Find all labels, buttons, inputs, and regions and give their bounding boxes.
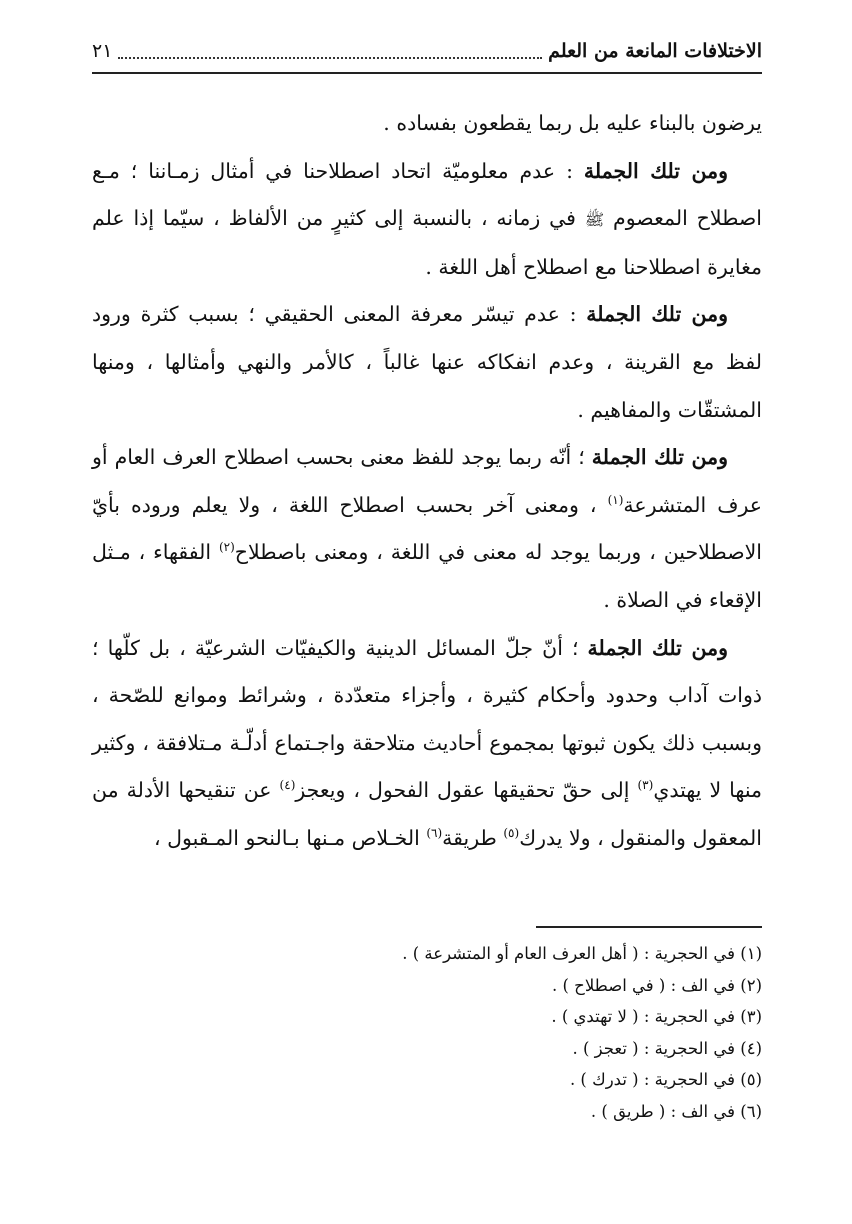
footnote-reference[interactable]: (٢) <box>218 540 235 555</box>
paragraph-text: إلى حقّ تحقيقها عقول الفحول ، ويعجز <box>295 778 638 803</box>
paragraph-lead: ومن تلك الجملة <box>587 635 728 660</box>
paragraph <box>92 148 762 292</box>
paragraph-text: : عدم معلوميّة اتحاد اصطلاحنا في أمثال زمـاننا ؛ مـع اصطلاح المعصوم <box>92 158 762 231</box>
footnotes <box>92 938 762 1127</box>
paragraph-text: : عدم تيسّر معرفة المعنى الحقيقي ؛ بسبب كثرة ورود لفظ مع القرينة ، وعدم انفكاكه عنها غالباً ، كالأمر والنهي وأمثالها ، ومنها المشتقّات والمفاهيم . <box>92 302 762 422</box>
paragraph <box>92 434 762 624</box>
footnote: (٣) في الحجرية : ( لا تهتدي ) . <box>551 1007 762 1026</box>
paragraph-lead: ومن تلك الجملة <box>591 445 728 470</box>
paragraph-text: يرضون بالبناء عليه بل ربما يقطعون بفساده . <box>383 111 762 135</box>
footnote-reference[interactable]: (٦) <box>426 826 443 841</box>
paragraph-text: ؛ أنّ جلّ المسائل الدينية والكيفيّات الشرعيّة ، بل كلّها ؛ ذوات آداب وحدود وأحكام كثيرة ، وأجزاء متعدّدة ، وشرائط وموانع للصّحة ، وبسبب ذلك يكون ثبوتها بمجموع أحاديث متلاحقة واجـتماع أدلّـة مـتلافقة ، وكثير منها لا يهتدي <box>92 635 763 803</box>
footnote: (٥) في الحجرية : ( تدرك ) . <box>569 1070 762 1089</box>
paragraph-lead: ومن تلك الجملة <box>586 302 728 327</box>
footnote-reference[interactable]: (٤) <box>279 778 296 793</box>
footnote: (٦) في الف : ( طريق ) . <box>590 1101 762 1121</box>
paragraph <box>92 625 762 863</box>
footnote: (٤) في الحجرية : ( تعجز ) . <box>572 1038 762 1058</box>
footnote: (٢) في الف : ( في اصطلاح ) . <box>552 975 762 995</box>
footnote-reference[interactable]: (٥) <box>503 826 520 841</box>
header-leader-dots <box>118 43 542 59</box>
footnote-separator <box>536 926 762 928</box>
paragraph-text: ، ومعنى آخر بحسب اصطلاح اللغة ، ولا يعلم وروده بأيّ الاصطلاحين ، وربما يوجد له معنى في اللغة ، ومعنى باصطلاح <box>92 492 762 565</box>
honorific-symbol: ﷺ <box>584 210 605 230</box>
footnote: (١) في الحجرية : ( أهل العرف العام أو المتشرعة ) . <box>402 944 762 963</box>
paragraph-text: الفقهاء ، مـثل الإقعاء في الصلاة . <box>92 540 762 612</box>
footnote-reference[interactable]: (٣) <box>637 778 654 793</box>
paragraph-text: في زمانه ، بالنسبة إلى كثيرٍ من الألفاظ ، سيّما إذا علم مغايرة اصطلاحنا مع اصطلاح أهل اللغة . <box>92 206 762 279</box>
paragraph <box>92 291 762 434</box>
paragraph-text: عن تنقيحها الأدلة من المعقول والمنقول ، ولا يدرك <box>92 778 762 850</box>
running-header <box>92 34 762 68</box>
paragraph-text: طريقة <box>442 825 504 850</box>
paragraph-lead: ومن تلك الجملة <box>583 158 728 183</box>
paragraph-text: ؛ أنّه ربما يوجد للفظ معنى بحسب اصطلاح العرف العام أو عرف المتشرعة <box>92 445 762 517</box>
header-rule <box>92 72 762 74</box>
paragraph <box>92 100 762 148</box>
body-text <box>92 100 762 863</box>
header-title: الاختلافات المانعة من العلم <box>548 40 762 62</box>
footnote-reference[interactable]: (١) <box>607 492 624 507</box>
paragraph-text: الخـلاص مـنها بـالنحو المـقبول ، <box>153 825 427 850</box>
page-number: ٢١ <box>92 40 113 62</box>
